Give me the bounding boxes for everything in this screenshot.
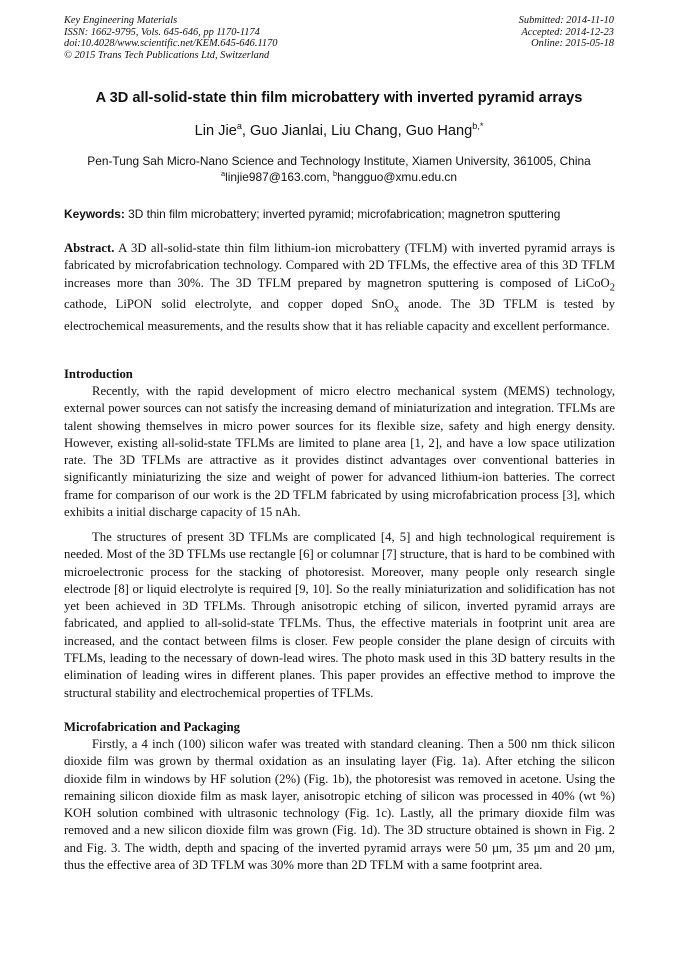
abstract <box>64 240 615 336</box>
online-date: Online: 2015-05-18 <box>531 38 614 50</box>
introduction-heading: Introduction <box>64 367 133 381</box>
abstract-sub-x: x <box>393 303 400 315</box>
intro-p1-text: Recently, with the rapid development of micro electro mechanical system (MEMS) technology, external power sources can not satisfy the increasing demand of miniaturization and integration. TFLMs are talent showing themselves in micro power sources for its flexible size, safety and high energy density. However, existing all-solid-state TFLMs are limited to plane area [1, 2], and have a low space utilization rate. The 3D TFLMs are attractive as it provides distinct advantages over conventional batteries in significantly miniaturizing the size and weight of power for advanced lithium-ion batteries. The correct frame for comparison of our work is the 2D TFLM fabricated by using microfabrication process [3], which exhibits a initial discharge capacity of 15 nAh. <box>64 384 615 520</box>
email-a-sup: a <box>221 169 226 179</box>
journal-name: Key Engineering Materials <box>64 15 178 26</box>
email-a: linjie987@163.com, <box>225 170 334 184</box>
authors-rest: , Guo Jianlai, Liu Chang, Guo Hang <box>241 123 473 139</box>
affiliation: Pen-Tung Sah Micro-Nano Science and Technology Institute, Xiamen University, 361005, China <box>87 154 591 168</box>
author-1-sup: a <box>236 121 242 132</box>
email-b-sup: b <box>333 169 338 179</box>
journal-header <box>64 15 277 61</box>
author-1: Lin Jie <box>194 123 237 139</box>
keywords-text: 3D thin film microbattery; inverted pyramid; microfabrication; magnetron sputtering <box>124 207 561 221</box>
keywords <box>64 207 614 221</box>
paper-title: A 3D all-solid-state thin film microbattery with inverted pyramid arrays <box>95 90 583 106</box>
abstract-sub-2: 2 <box>609 282 615 294</box>
introduction-paragraph-2 <box>64 529 615 702</box>
email-b: hangguo@xmu.edu.cn <box>337 170 457 184</box>
abstract-label: Abstract. <box>64 241 115 255</box>
submitted-date: Submitted: 2014-11-10 <box>518 15 614 26</box>
author-list <box>0 123 678 139</box>
copyright-line: © 2015 Trans Tech Publications Ltd, Switzerland <box>64 49 270 61</box>
author-4-sup: b,* <box>472 121 484 132</box>
dates-header <box>519 15 614 50</box>
microfabrication-heading: Microfabrication and Packaging <box>64 720 240 734</box>
accepted-date: Accepted: 2014-12-23 <box>521 26 614 38</box>
author-emails <box>0 170 678 184</box>
abstract-text-1: A 3D all-solid-state thin film lithium-ion microbattery (TFLM) with inverted pyramid arrays is fabricated by microfabrication technology. Compared with 2D TFLMs, the effective area of this 3D TFLM increases more than 30%. The 3D TFLM prepared by magnetron sputtering is composed of LiCoO <box>64 241 615 290</box>
abstract-text-3: anode. The 3D TFLM is tested by electrochemical measurements, and the results show that it has reliable capacity and excellent performance. <box>64 297 615 334</box>
intro-p2-text: The structures of present 3D TFLMs are complicated [4, 5] and high technological requirement is needed. Most of the 3D TFLMs use rectangle [6] or columnar [7] structure, that is hard to be combined with microelectronic process for the stacking of photoresist. Moreover, many people only research single electrode [8] or liquid electrolyte is required [9, 10]. So the really miniaturization and solidification has not yet been achieved in 3D TFLMs. Through anisotropic etching of silicon, inverted pyramid arrays are fabricated, and applied to all-solid-state TFLMs. Thus, the effective materials in footprint unit area are increased, and the contact between films is closer. Few people consider the plane design of circuits with TFLMs, leading to the necessary of down-lead wires. The photo mask used in this 3D battery results in the elimination of leading wires in different planes. This paper provides an effective method to improve the structural stability and electrochemical properties of TFLMs. <box>64 530 615 700</box>
microfabrication-paragraph-1 <box>64 736 615 874</box>
issn-line: ISSN: 1662-9795, Vols. 645-646, pp 1170-1174 <box>64 26 260 38</box>
keywords-label: Keywords: <box>64 207 125 221</box>
doi-line: doi:10.4028/www.scientific.net/KEM.645-646.1170 <box>64 38 278 50</box>
abstract-text-2: cathode, LiPON solid electrolyte, and copper doped SnO <box>64 297 394 312</box>
micro-p1-text: Firstly, a 4 inch (100) silicon wafer was treated with standard cleaning. Then a 500 nm thick silicon dioxide film was grown by thermal oxidation as an insulating layer (Fig. 1a). After etching the silicon dioxide film in windows by HF solution (2%) (Fig. 1b), the photoresist was removed in acetone. Using the remaining silicon dioxide film as mask layer, anisotropic etching of silicon was processed in 40% (wt %) KOH solution combined with ultrasonic technology (Fig. 1c). Lastly, all the primary dioxide film was removed and a new silicon dioxide film was grown (Fig. 1d). The 3D structure obtained is shown in Fig. 2 and Fig. 3. The width, depth and spacing of the inverted pyramid arrays were 50 µm, 35 µm and 20 µm, thus the effective area of 3D TFLM was 30% more than 2D TFLM with a same footprint area. <box>64 737 615 873</box>
introduction-paragraph-1 <box>64 383 615 521</box>
